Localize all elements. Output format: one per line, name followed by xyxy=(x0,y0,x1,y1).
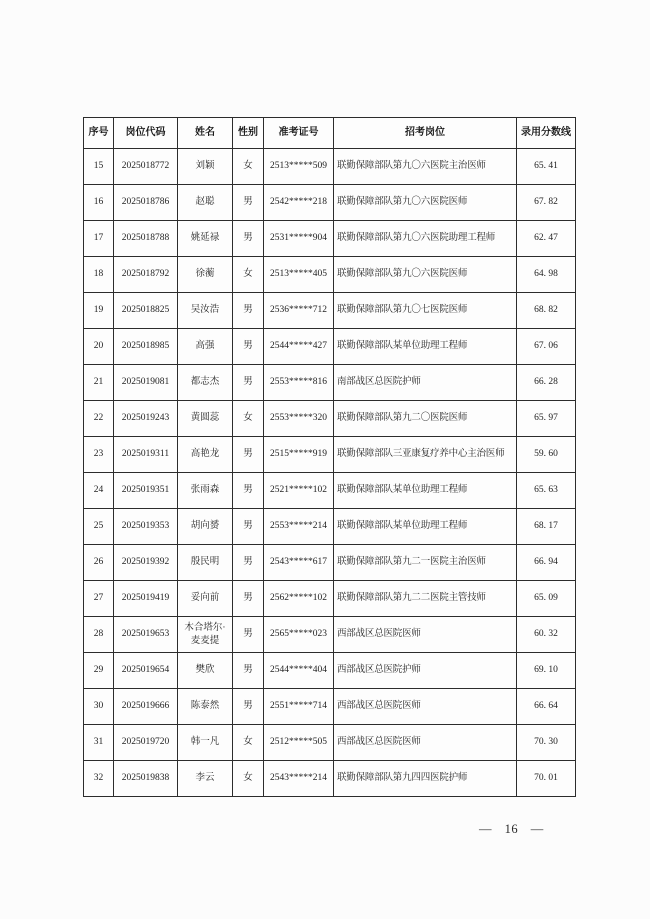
table-row xyxy=(84,293,576,329)
cell-serial-number: 31 xyxy=(84,725,114,761)
table-body xyxy=(84,149,576,797)
cell-ticket-number: 2565*****023 xyxy=(264,617,334,653)
cell-job-position: 联勤保障部队三亚康复疗养中心主治医师 xyxy=(334,437,517,473)
cell-candidate-name: 李云 xyxy=(178,761,233,797)
cell-job-position: 西部战区总医院护师 xyxy=(334,653,517,689)
cell-gender: 男 xyxy=(233,617,264,653)
cell-candidate-name: 张雨森 xyxy=(178,473,233,509)
page-number: — 16 — xyxy=(479,822,544,836)
cell-ticket-number: 2531*****904 xyxy=(264,221,334,257)
cell-position-code: 2025019353 xyxy=(114,509,178,545)
cell-admission-score: 65. 09 xyxy=(517,581,576,617)
cell-position-code: 2025019351 xyxy=(114,473,178,509)
cell-serial-number: 20 xyxy=(84,329,114,365)
table-header-row xyxy=(84,118,576,149)
cell-gender: 男 xyxy=(233,221,264,257)
recruitment-score-table xyxy=(83,117,576,797)
cell-ticket-number: 2542*****218 xyxy=(264,185,334,221)
table-row xyxy=(84,509,576,545)
cell-position-code: 2025019081 xyxy=(114,365,178,401)
column-header-code: 岗位代码 xyxy=(114,118,178,149)
cell-admission-score: 70. 30 xyxy=(517,725,576,761)
cell-position-code: 2025019243 xyxy=(114,401,178,437)
cell-serial-number: 15 xyxy=(84,149,114,185)
column-header-serial: 序号 xyxy=(84,118,114,149)
cell-position-code: 2025019392 xyxy=(114,545,178,581)
cell-admission-score: 67. 82 xyxy=(517,185,576,221)
cell-serial-number: 24 xyxy=(84,473,114,509)
cell-admission-score: 70. 01 xyxy=(517,761,576,797)
cell-job-position: 南部战区总医院护师 xyxy=(334,365,517,401)
cell-gender: 女 xyxy=(233,257,264,293)
cell-gender: 男 xyxy=(233,293,264,329)
cell-ticket-number: 2521*****102 xyxy=(264,473,334,509)
cell-serial-number: 28 xyxy=(84,617,114,653)
cell-serial-number: 18 xyxy=(84,257,114,293)
cell-candidate-name: 妥向前 xyxy=(178,581,233,617)
table-row xyxy=(84,365,576,401)
cell-job-position: 联勤保障部队第九二二医院主管技师 xyxy=(334,581,517,617)
table-row xyxy=(84,473,576,509)
cell-serial-number: 30 xyxy=(84,689,114,725)
cell-job-position: 联勤保障部队某单位助理工程师 xyxy=(334,509,517,545)
cell-ticket-number: 2553*****214 xyxy=(264,509,334,545)
cell-admission-score: 65. 97 xyxy=(517,401,576,437)
cell-position-code: 2025018788 xyxy=(114,221,178,257)
cell-serial-number: 22 xyxy=(84,401,114,437)
cell-admission-score: 64. 98 xyxy=(517,257,576,293)
cell-job-position: 联勤保障部队某单位助理工程师 xyxy=(334,329,517,365)
cell-job-position: 联勤保障部队第九〇六医院医师 xyxy=(334,257,517,293)
cell-admission-score: 66. 64 xyxy=(517,689,576,725)
cell-job-position: 西部战区总医院医师 xyxy=(334,689,517,725)
cell-candidate-name: 樊欣 xyxy=(178,653,233,689)
cell-admission-score: 69. 10 xyxy=(517,653,576,689)
cell-gender: 男 xyxy=(233,365,264,401)
column-header-ticket: 准考证号 xyxy=(264,118,334,149)
cell-gender: 男 xyxy=(233,473,264,509)
cell-admission-score: 67. 06 xyxy=(517,329,576,365)
cell-ticket-number: 2562*****102 xyxy=(264,581,334,617)
column-header-score: 录用分数线 xyxy=(517,118,576,149)
cell-ticket-number: 2553*****320 xyxy=(264,401,334,437)
cell-ticket-number: 2512*****505 xyxy=(264,725,334,761)
cell-gender: 男 xyxy=(233,689,264,725)
cell-serial-number: 19 xyxy=(84,293,114,329)
column-header-position: 招考岗位 xyxy=(334,118,517,149)
cell-ticket-number: 2513*****509 xyxy=(264,149,334,185)
table-row xyxy=(84,257,576,293)
cell-admission-score: 62. 47 xyxy=(517,221,576,257)
cell-position-code: 2025018786 xyxy=(114,185,178,221)
table-row xyxy=(84,545,576,581)
cell-job-position: 联勤保障部队第九〇六医院主治医师 xyxy=(334,149,517,185)
cell-candidate-name: 姚延禄 xyxy=(178,221,233,257)
cell-serial-number: 26 xyxy=(84,545,114,581)
cell-serial-number: 17 xyxy=(84,221,114,257)
table-row xyxy=(84,653,576,689)
cell-position-code: 2025018792 xyxy=(114,257,178,293)
cell-ticket-number: 2536*****712 xyxy=(264,293,334,329)
cell-serial-number: 23 xyxy=(84,437,114,473)
cell-candidate-name: 吴汝浩 xyxy=(178,293,233,329)
cell-candidate-name: 陈泰然 xyxy=(178,689,233,725)
cell-ticket-number: 2544*****427 xyxy=(264,329,334,365)
cell-position-code: 2025019419 xyxy=(114,581,178,617)
cell-position-code: 2025018825 xyxy=(114,293,178,329)
cell-gender: 女 xyxy=(233,149,264,185)
cell-job-position: 联勤保障部队第九〇七医院医师 xyxy=(334,293,517,329)
cell-serial-number: 21 xyxy=(84,365,114,401)
cell-admission-score: 60. 32 xyxy=(517,617,576,653)
cell-position-code: 2025019311 xyxy=(114,437,178,473)
table-row xyxy=(84,149,576,185)
cell-admission-score: 68. 17 xyxy=(517,509,576,545)
cell-serial-number: 16 xyxy=(84,185,114,221)
column-header-gender: 性别 xyxy=(233,118,264,149)
table-row xyxy=(84,221,576,257)
cell-candidate-name: 都志杰 xyxy=(178,365,233,401)
cell-position-code: 2025019653 xyxy=(114,617,178,653)
cell-candidate-name: 赵聪 xyxy=(178,185,233,221)
cell-job-position: 联勤保障部队第九〇六医院医师 xyxy=(334,185,517,221)
cell-candidate-name: 刘颖 xyxy=(178,149,233,185)
table-row xyxy=(84,329,576,365)
cell-ticket-number: 2515*****919 xyxy=(264,437,334,473)
table-row xyxy=(84,617,576,653)
table-row xyxy=(84,437,576,473)
cell-gender: 男 xyxy=(233,185,264,221)
cell-ticket-number: 2544*****404 xyxy=(264,653,334,689)
cell-position-code: 2025019720 xyxy=(114,725,178,761)
cell-candidate-name: 韩一凡 xyxy=(178,725,233,761)
cell-candidate-name: 徐蘅 xyxy=(178,257,233,293)
cell-serial-number: 27 xyxy=(84,581,114,617)
cell-serial-number: 29 xyxy=(84,653,114,689)
cell-job-position: 联勤保障部队第九四四医院护师 xyxy=(334,761,517,797)
table-row xyxy=(84,185,576,221)
cell-job-position: 西部战区总医院医师 xyxy=(334,725,517,761)
cell-serial-number: 25 xyxy=(84,509,114,545)
cell-ticket-number: 2551*****714 xyxy=(264,689,334,725)
cell-candidate-name: 高艳龙 xyxy=(178,437,233,473)
cell-candidate-name: 木合塔尔·麦麦提 xyxy=(178,617,233,653)
cell-gender: 男 xyxy=(233,329,264,365)
table-row xyxy=(84,761,576,797)
cell-candidate-name: 殷民明 xyxy=(178,545,233,581)
cell-gender: 女 xyxy=(233,761,264,797)
cell-admission-score: 65. 63 xyxy=(517,473,576,509)
cell-position-code: 2025018772 xyxy=(114,149,178,185)
cell-job-position: 联勤保障部队第九二〇医院医师 xyxy=(334,401,517,437)
cell-ticket-number: 2543*****214 xyxy=(264,761,334,797)
cell-candidate-name: 黄圆蕊 xyxy=(178,401,233,437)
table-row xyxy=(84,401,576,437)
cell-position-code: 2025019838 xyxy=(114,761,178,797)
table-row xyxy=(84,689,576,725)
cell-job-position: 联勤保障部队第九二一医院主治医师 xyxy=(334,545,517,581)
cell-ticket-number: 2543*****617 xyxy=(264,545,334,581)
cell-candidate-name: 高强 xyxy=(178,329,233,365)
table-row xyxy=(84,581,576,617)
cell-job-position: 西部战区总医院医师 xyxy=(334,617,517,653)
cell-admission-score: 66. 28 xyxy=(517,365,576,401)
cell-job-position: 联勤保障部队第九〇六医院助理工程师 xyxy=(334,221,517,257)
cell-gender: 男 xyxy=(233,581,264,617)
cell-ticket-number: 2553*****816 xyxy=(264,365,334,401)
cell-gender: 男 xyxy=(233,545,264,581)
cell-position-code: 2025019654 xyxy=(114,653,178,689)
cell-admission-score: 68. 82 xyxy=(517,293,576,329)
cell-job-position: 联勤保障部队某单位助理工程师 xyxy=(334,473,517,509)
cell-gender: 女 xyxy=(233,401,264,437)
cell-admission-score: 59. 60 xyxy=(517,437,576,473)
cell-ticket-number: 2513*****405 xyxy=(264,257,334,293)
cell-gender: 男 xyxy=(233,437,264,473)
column-header-name: 姓名 xyxy=(178,118,233,149)
cell-admission-score: 66. 94 xyxy=(517,545,576,581)
cell-admission-score: 65. 41 xyxy=(517,149,576,185)
cell-gender: 男 xyxy=(233,509,264,545)
cell-gender: 男 xyxy=(233,653,264,689)
cell-position-code: 2025018985 xyxy=(114,329,178,365)
cell-serial-number: 32 xyxy=(84,761,114,797)
cell-position-code: 2025019666 xyxy=(114,689,178,725)
cell-gender: 女 xyxy=(233,725,264,761)
cell-candidate-name: 胡向赟 xyxy=(178,509,233,545)
table-row xyxy=(84,725,576,761)
